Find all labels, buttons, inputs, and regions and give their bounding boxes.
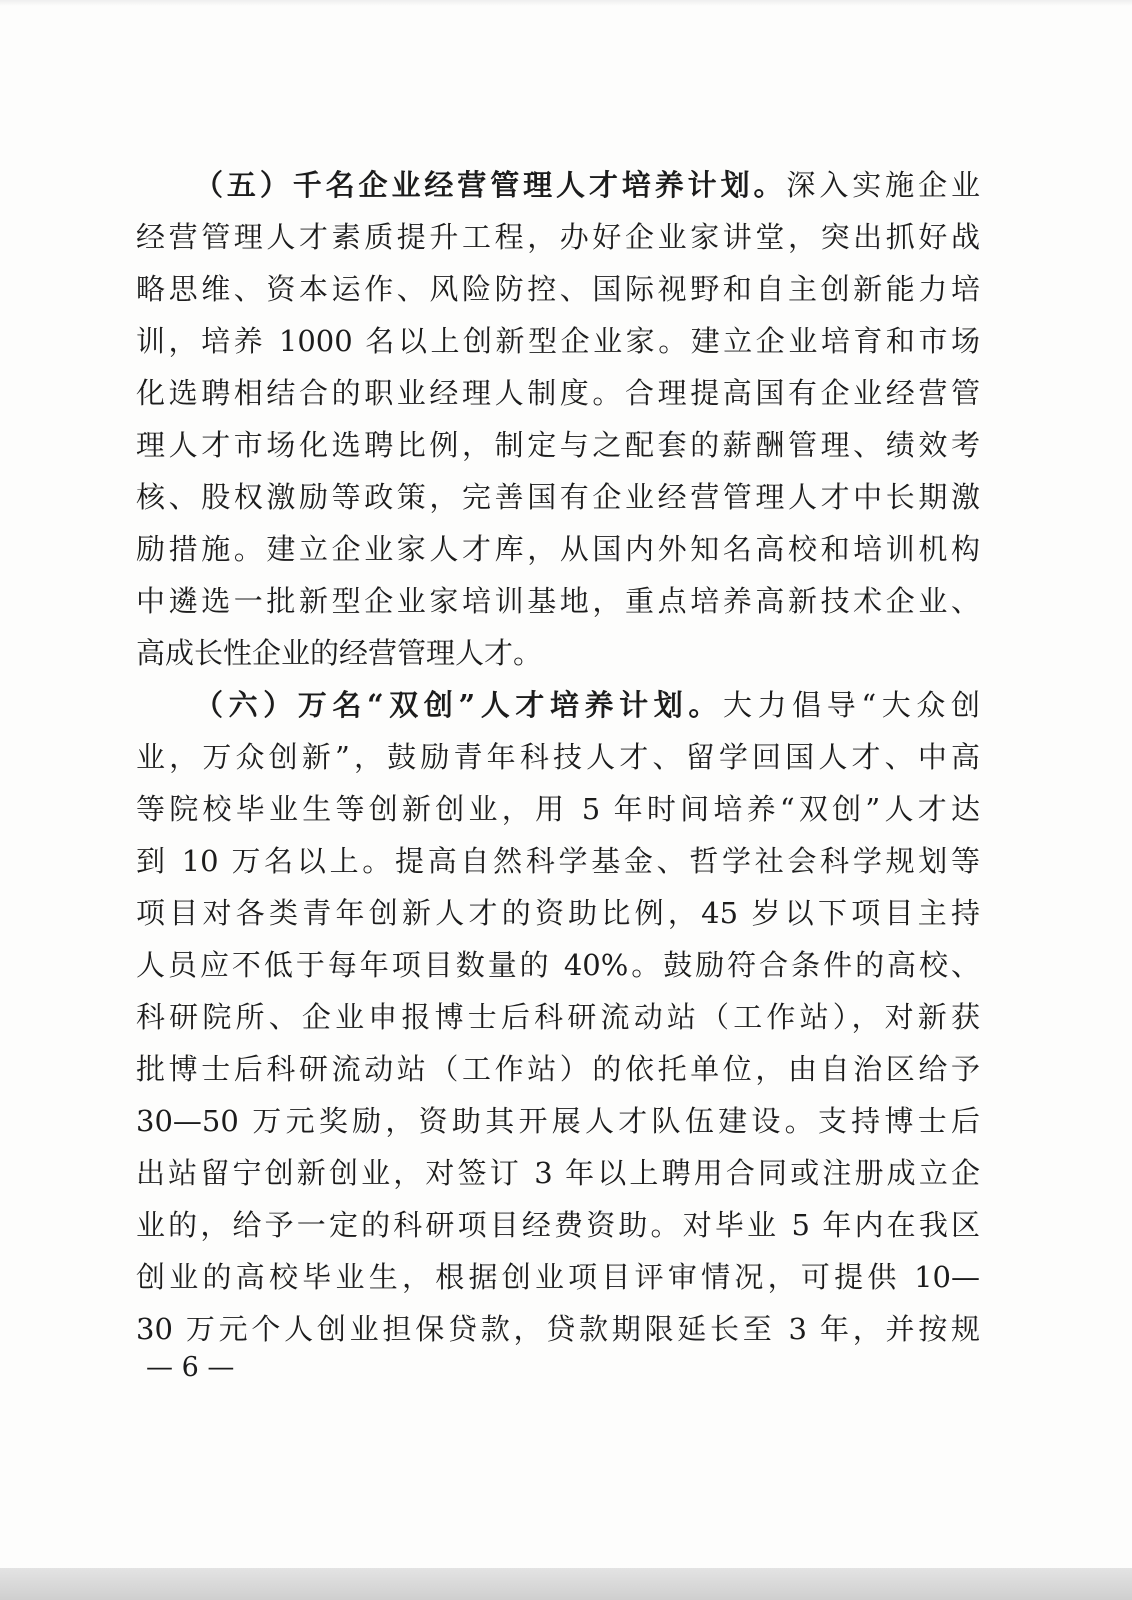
section6-line-11: 创业的高校毕业生，根据创业项目评审情况，可提供 10—: [136, 1260, 980, 1294]
page-number: — 6 —: [146, 1352, 235, 1383]
section5-line-7: 励措施。建立企业家人才库，从国内外知名高校和培训机构: [136, 532, 980, 566]
section6-line-3: 到 10 万名以上。提高自然科学基金、哲学社会科学规划等: [136, 844, 980, 878]
section6-line-8: 30—50 万元奖励，资助其开展人才队伍建设。支持博士后: [136, 1104, 980, 1138]
section5-line-1: 经营管理人才素质提升工程，办好企业家讲堂，突出抓好战: [136, 220, 980, 254]
section5-line-0: 深入实施企业: [786, 168, 980, 202]
section6-line-10: 业的，给予一定的科研项目经费资助。对毕业 5 年内在我区: [136, 1208, 980, 1242]
section6-line-1: 业，万众创新”，鼓励青年科技人才、留学回国人才、中高: [136, 740, 980, 774]
section6-line-0: 大力倡导“大众创: [722, 688, 980, 722]
scan-top-edge: [0, 0, 1132, 6]
section6-line-5: 人员应不低于每年项目数量的 40%。鼓励符合条件的高校、: [136, 948, 980, 982]
section5-line-9: 高成长性企业的经营管理人才。: [136, 636, 543, 670]
section6-line-9: 出站留宁创新创业，对签订 3 年以上聘用合同或注册成立企: [136, 1156, 980, 1190]
section5-heading: （五）千名企业经营管理人才培养计划。: [194, 168, 787, 202]
section6-line-7: 批博士后科研流动站（工作站）的依托单位，由自治区给予: [136, 1052, 980, 1086]
section6-heading: （六）万名“双创”人才培养计划。: [194, 688, 723, 722]
section6-line-12: 30 万元个人创业担保贷款，贷款期限延长至 3 年，并按规: [136, 1312, 980, 1346]
section5-line-2: 略思维、资本运作、风险防控、国际视野和自主创新能力培: [136, 272, 980, 306]
scan-bottom-edge: [0, 1568, 1132, 1600]
section5-line-3: 训，培养 1000 名以上创新型企业家。建立企业培育和市场: [136, 324, 980, 358]
section6-line-2: 等院校毕业生等创新创业，用 5 年时间培养“双创”人才达: [136, 792, 980, 826]
section5-first-line: [194, 165, 980, 205]
section6-first-line: [194, 685, 980, 725]
section5-line-6: 核、股权激励等政策，完善国有企业经营管理人才中长期激: [136, 480, 980, 514]
section5-line-4: 化选聘相结合的职业经理人制度。合理提高国有企业经营管: [136, 376, 980, 410]
section5-line-5: 理人才市场化选聘比例，制定与之配套的薪酬管理、绩效考: [136, 428, 980, 462]
section5-line-8: 中遴选一批新型企业家培训基地，重点培养高新技术企业、: [136, 584, 980, 618]
section6-line-4: 项目对各类青年创新人才的资助比例，45 岁以下项目主持: [136, 896, 980, 930]
section6-line-6: 科研院所、企业申报博士后科研流动站（工作站），对新获: [136, 1000, 980, 1034]
